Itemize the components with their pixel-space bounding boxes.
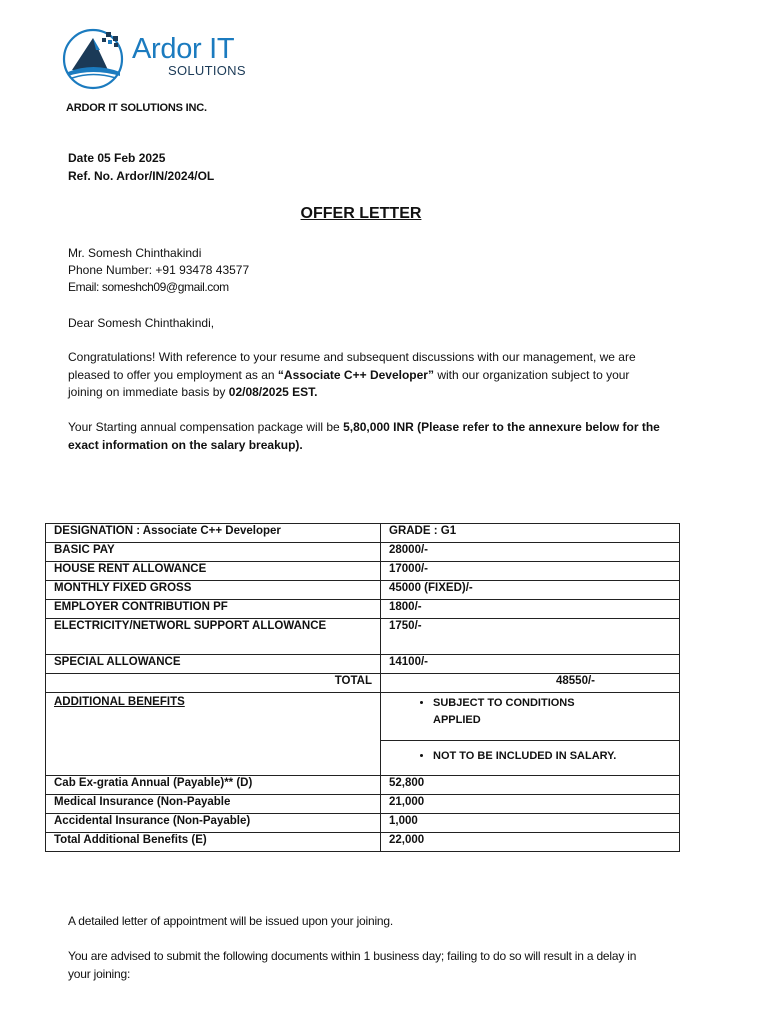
table-row [46,581,680,600]
table-cell-label: MONTHLY FIXED GROSS [46,581,381,600]
table-row [46,562,680,581]
compensation-text: Your Starting annual compensation package will be [68,420,344,434]
table-cell-value: 45000 (FIXED)/- [381,581,680,600]
recipient-email: Email: someshch09@gmail.com [68,280,229,294]
salutation: Dear Somesh Chinthakindi, [68,316,215,330]
salary-table [45,523,680,852]
total-row [46,674,680,693]
benefit-value: 1,000 [381,814,680,833]
table-row [46,600,680,619]
benefit-label: Cab Ex-gratia Annual (Payable)** (D) [46,776,381,795]
joining-date: 02/08/2025 EST. [228,385,318,400]
logo-title: Ardor IT [132,33,235,65]
salary-note-cell [381,741,680,776]
reference-number: Ref. No. Ardor/IN/2024/OL [68,169,215,183]
table-row [46,524,680,543]
benefit-row [46,833,680,852]
benefit-value: 52,800 [381,776,680,795]
recipient-name: Mr. Somesh Chinthakindi [68,246,202,260]
job-role: “Associate C++ Developer” [277,367,434,382]
table-cell-label: EMPLOYER CONTRIBUTION PF [46,600,381,619]
benefit-label: Accidental Insurance (Non-Payable) [46,814,381,833]
recipient-phone: Phone Number: +91 93478 43577 [68,263,250,277]
benefit-label: Medical Insurance (Non-Payable [46,795,381,814]
benefit-row [46,776,680,795]
table-row [46,619,680,655]
table-cell-label: ELECTRICITY/NETWORL SUPPORT ALLOWANCE [46,619,381,655]
logo-emblem-icon [62,26,128,92]
table-cell-value: GRADE : G1 [381,524,680,543]
table-cell-value: 1800/- [381,600,680,619]
conditions-cell [381,693,680,741]
table-row [46,655,680,674]
total-value: 48550/- [381,674,680,693]
table-cell-label: DESIGNATION : Associate C++ Developer [46,524,381,543]
compensation-paragraph [68,419,668,454]
date-line: Date 05 Feb 2025 [68,151,166,165]
additional-benefits-label: ADDITIONAL BENEFITS [46,693,381,776]
benefit-row [46,814,680,833]
table-cell-label: SPECIAL ALLOWANCE [46,655,381,674]
table-row [46,543,680,562]
congrats-text-2: with our organization subject to your joining on immediate basis by [68,367,630,400]
table-cell-value: 28000/- [381,543,680,562]
table-cell-label: BASIC PAY [46,543,381,562]
company-logo [62,26,262,94]
salary-note-bullet: • NOT TO BE INCLUDED IN SALARY. [433,748,671,765]
logo-subtitle: SOLUTIONS [168,63,246,78]
congratulations-paragraph [68,349,658,402]
table-cell-value: 1750/- [381,619,680,655]
table-cell-value: 17000/- [381,562,680,581]
total-label: TOTAL [46,674,381,693]
benefit-label: Total Additional Benefits (E) [46,833,381,852]
conditions-bullet: • SUBJECT TO CONDITIONS APPLIED [433,695,593,729]
company-name: ARDOR IT SOLUTIONS INC. [66,102,207,114]
congrats-text-1: Congratulations! With reference to your resume and subsequent discussions with our management, we are pleased to offer you employment as an [68,350,636,382]
table-cell-label: HOUSE RENT ALLOWANCE [46,562,381,581]
additional-benefits-row [46,693,680,741]
compensation-amount: 5,80,000 INR (Please refer to the annexure below for the exact information on the salary breakup). [68,420,660,452]
page-title: OFFER LETTER [300,205,422,222]
documents-note: You are advised to submit the following documents within 1 business day; failing to do so will result in a delay in your joining: [68,949,637,981]
benefit-value: 21,000 [381,795,680,814]
table-cell-value: 14100/- [381,655,680,674]
benefit-value: 22,000 [381,833,680,852]
benefit-row [46,795,680,814]
appointment-note: A detailed letter of appointment will be issued upon your joining. [68,914,394,928]
